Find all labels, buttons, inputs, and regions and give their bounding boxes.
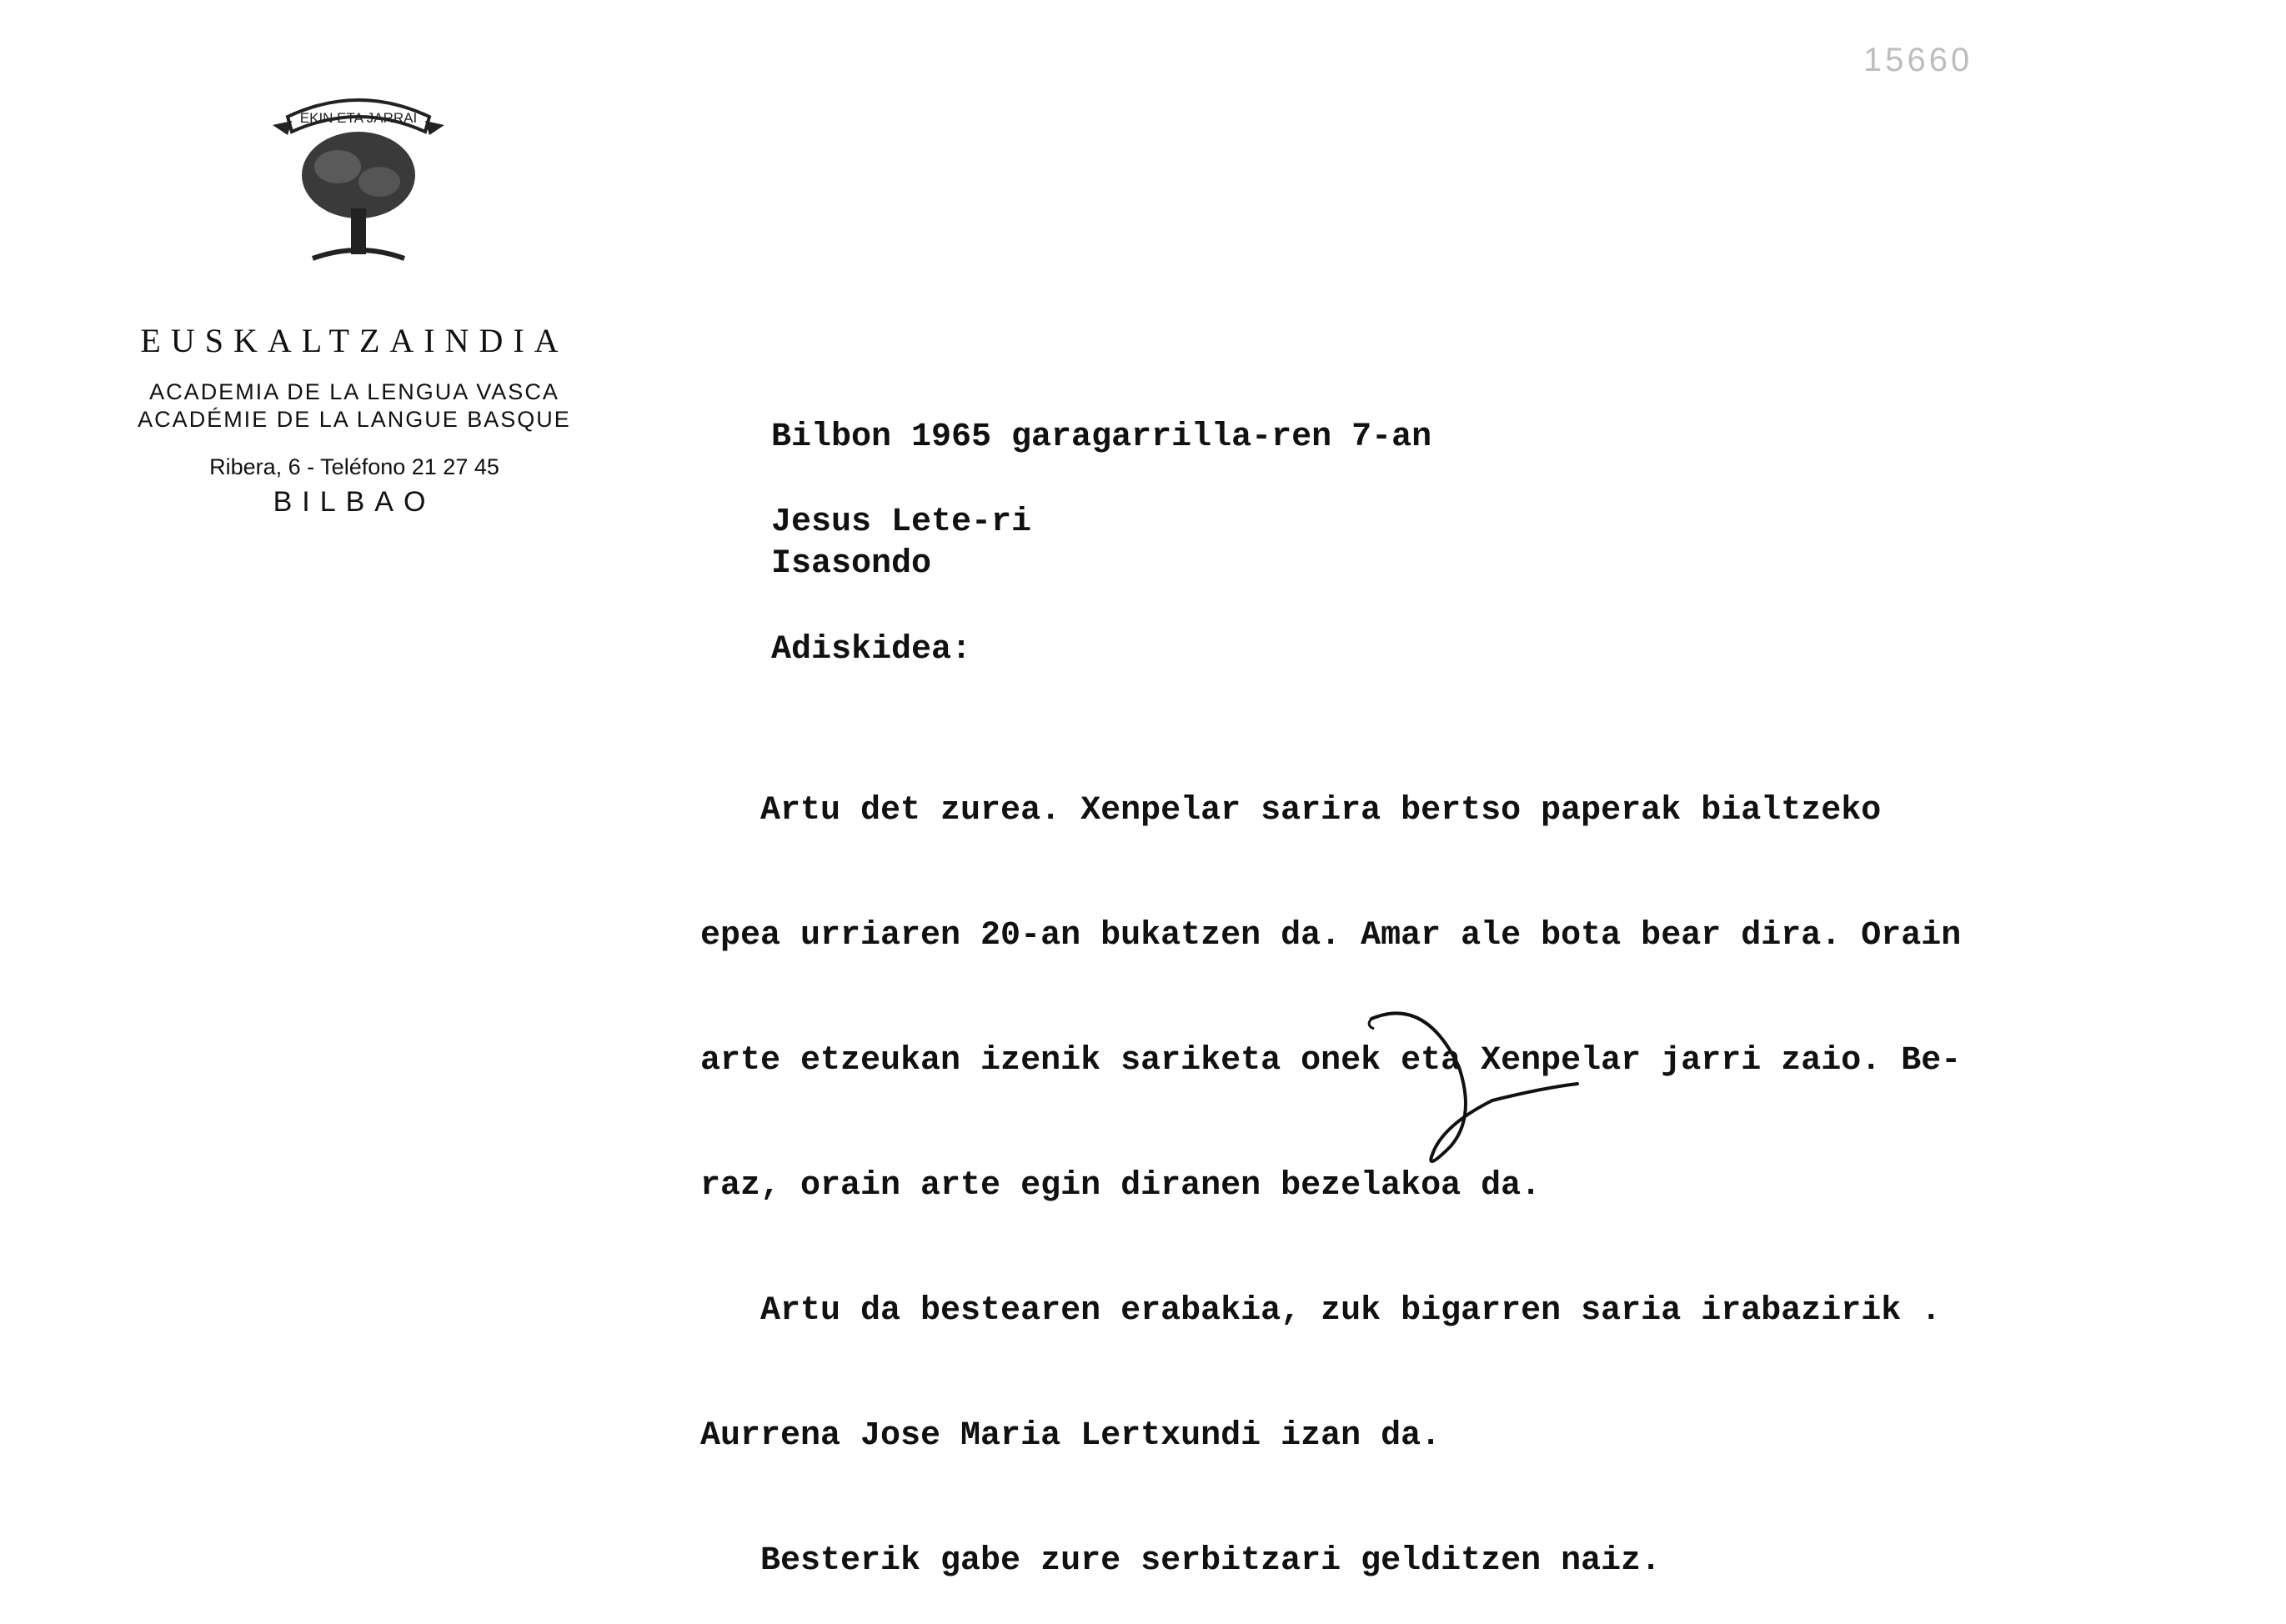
recipient-place: Isasondo — [771, 545, 932, 583]
body-line: Artu da bestearen erabakia, zuk bigarren saria irabazirik . — [700, 1292, 1942, 1330]
handwritten-signature — [1351, 1000, 1584, 1175]
organization-subtitle-french: ACADÉMIE DE LA LANGUE BASQUE — [138, 407, 571, 432]
letter-body — [700, 707, 1961, 1624]
organization-city: BILBAO — [273, 486, 436, 518]
tree-emblem-logo — [254, 83, 463, 275]
salutation: Adiskidea: — [771, 631, 972, 669]
archive-number: 15660 — [1863, 42, 1973, 78]
body-line: Aurrena Jose Maria Lertxundi izan da. — [700, 1417, 1441, 1455]
svg-text:EKIN ETA JARRAI: EKIN ETA JARRAI — [299, 110, 418, 126]
body-line: epea urriaren 20-an bukatzen da. Amar ale bota bear dira. Orain — [700, 917, 1962, 955]
recipient-name: Jesus Lete-ri — [771, 504, 1032, 541]
organization-address: Ribera, 6 - Teléfono 21 27 45 — [209, 454, 499, 479]
body-line: Besterik gabe zure serbitzari gelditzen naiz. — [700, 1542, 1662, 1580]
letter-date-line: Bilbon 1965 garagarrilla-ren 7-an — [771, 419, 1432, 456]
body-line: raz, orain arte egin diranen bezelakoa da. — [700, 1167, 1542, 1205]
organization-name: EUSKALTZAINDIA — [140, 322, 569, 359]
body-line: arte etzeukan izenik sariketa onek eta Xenpelar jarri zaio. Be- — [700, 1042, 1962, 1080]
body-line: Artu det zurea. Xenpelar sarira bertso paperak bialtzeko — [700, 792, 1882, 830]
organization-subtitle-spanish: ACADEMIA DE LA LENGUA VASCA — [149, 379, 559, 404]
